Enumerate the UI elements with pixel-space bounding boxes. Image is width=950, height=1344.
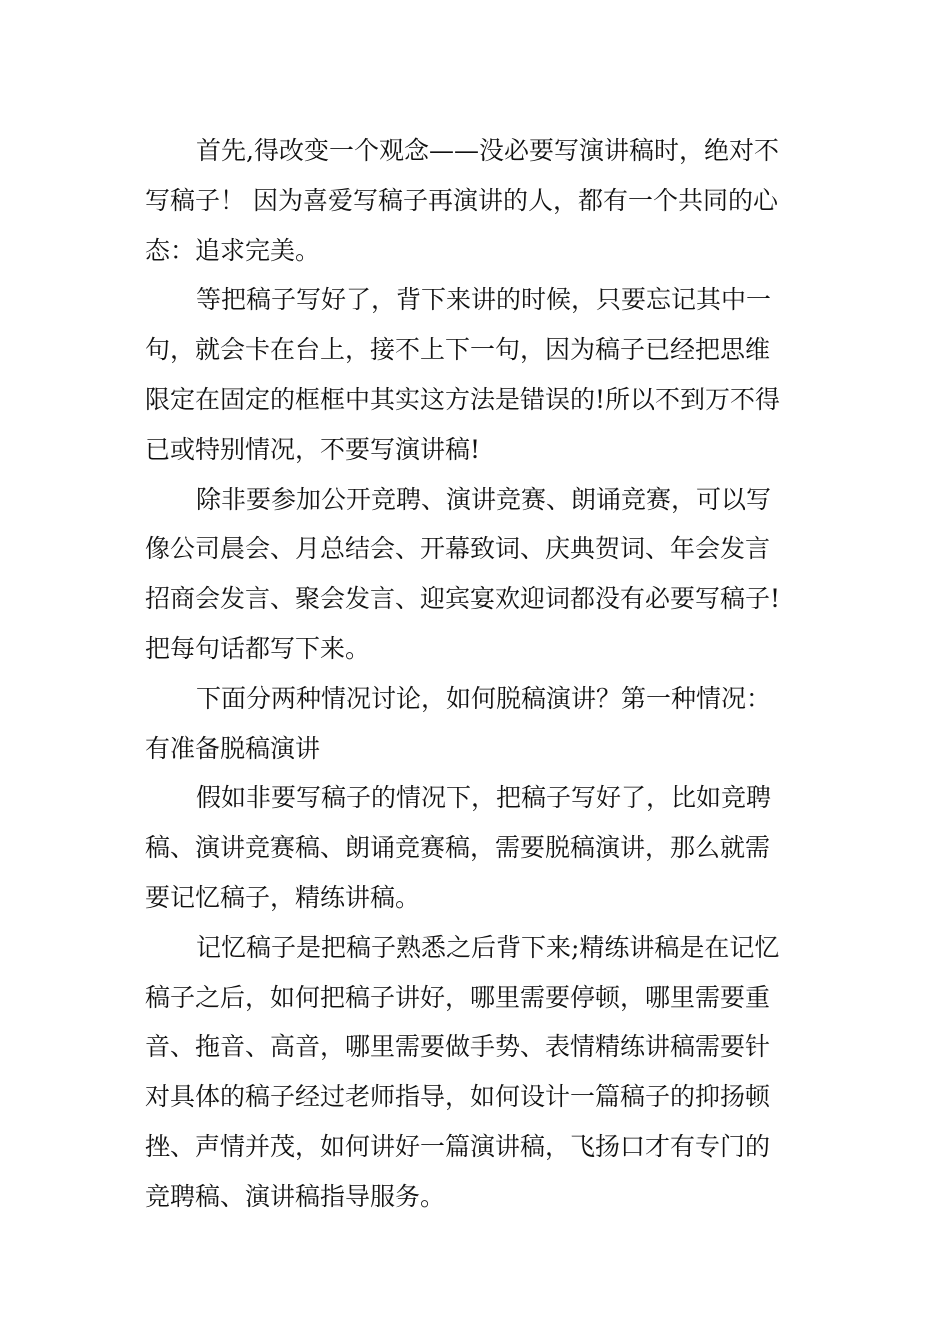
text-line: 首先,得改变一个观念——没必要写演讲稿时，绝对不 <box>196 136 779 165</box>
text-line: 记忆稿子是把稿子熟悉之后背下来;精练讲稿是在记忆 <box>196 932 780 962</box>
text-line: 下面分两种情况讨论，如何脱稿演讲？第一种情况： <box>196 683 772 713</box>
text-line: 写稿子！ 因为喜爱写稿子再演讲的人，都有一个共同的心 <box>145 185 778 215</box>
text-line: 竞聘稿、演讲稿指导服务。 <box>145 1181 446 1211</box>
text-line: 招商会发言、聚会发言、迎宾宴欢迎词都没有必要写稿子! <box>145 584 781 614</box>
paragraph-4 <box>145 674 807 774</box>
paragraph-5 <box>145 773 807 922</box>
text-line: 对具体的稿子经过老师指导，如何设计一篇稿子的抑扬顿 <box>145 1082 771 1112</box>
document-body <box>145 126 807 1222</box>
text-line: 等把稿子写好了，背下来讲的时候，只要忘记其中一 <box>196 285 772 315</box>
text-line: 限定在固定的框框中其实这方法是错误的!所以不到万不得 <box>145 384 781 414</box>
text-line: 态：追求完美。 <box>145 235 321 265</box>
paragraph-6 <box>145 923 807 1222</box>
text-line: 像公司晨会、月总结会、开幕致词、庆典贺词、年会发言 <box>145 534 771 564</box>
text-line: 挫、声情并茂，如何讲好一篇演讲稿，飞扬口才有专门的 <box>145 1131 771 1161</box>
text-line: 把每句话都写下来。 <box>145 633 371 663</box>
text-line: 假如非要写稿子的情况下，把稿子写好了，比如竞聘 <box>196 783 772 813</box>
text-line: 稿子之后，如何把稿子讲好，哪里需要停顿，哪里需要重 <box>145 982 771 1012</box>
paragraph-1 <box>145 126 807 275</box>
paragraph-2 <box>145 275 807 474</box>
text-line: 稿、演讲竞赛稿、朗诵竞赛稿，需要脱稿演讲，那么就需 <box>145 833 771 863</box>
paragraph-3 <box>145 475 807 674</box>
text-line: 已或特别情况，不要写演讲稿! <box>145 434 481 464</box>
text-line: 除非要参加公开竞聘、演讲竞赛、朗诵竞赛，可以写 <box>196 484 772 514</box>
text-line: 句，就会卡在台上，接不上下一句，因为稿子已经把思维 <box>145 335 771 365</box>
text-line: 音、拖音、高音，哪里需要做手势、表情精练讲稿需要针 <box>145 1032 771 1062</box>
text-line: 有准备脱稿演讲 <box>145 733 321 763</box>
text-line: 要记忆稿子，精练讲稿。 <box>145 882 421 912</box>
